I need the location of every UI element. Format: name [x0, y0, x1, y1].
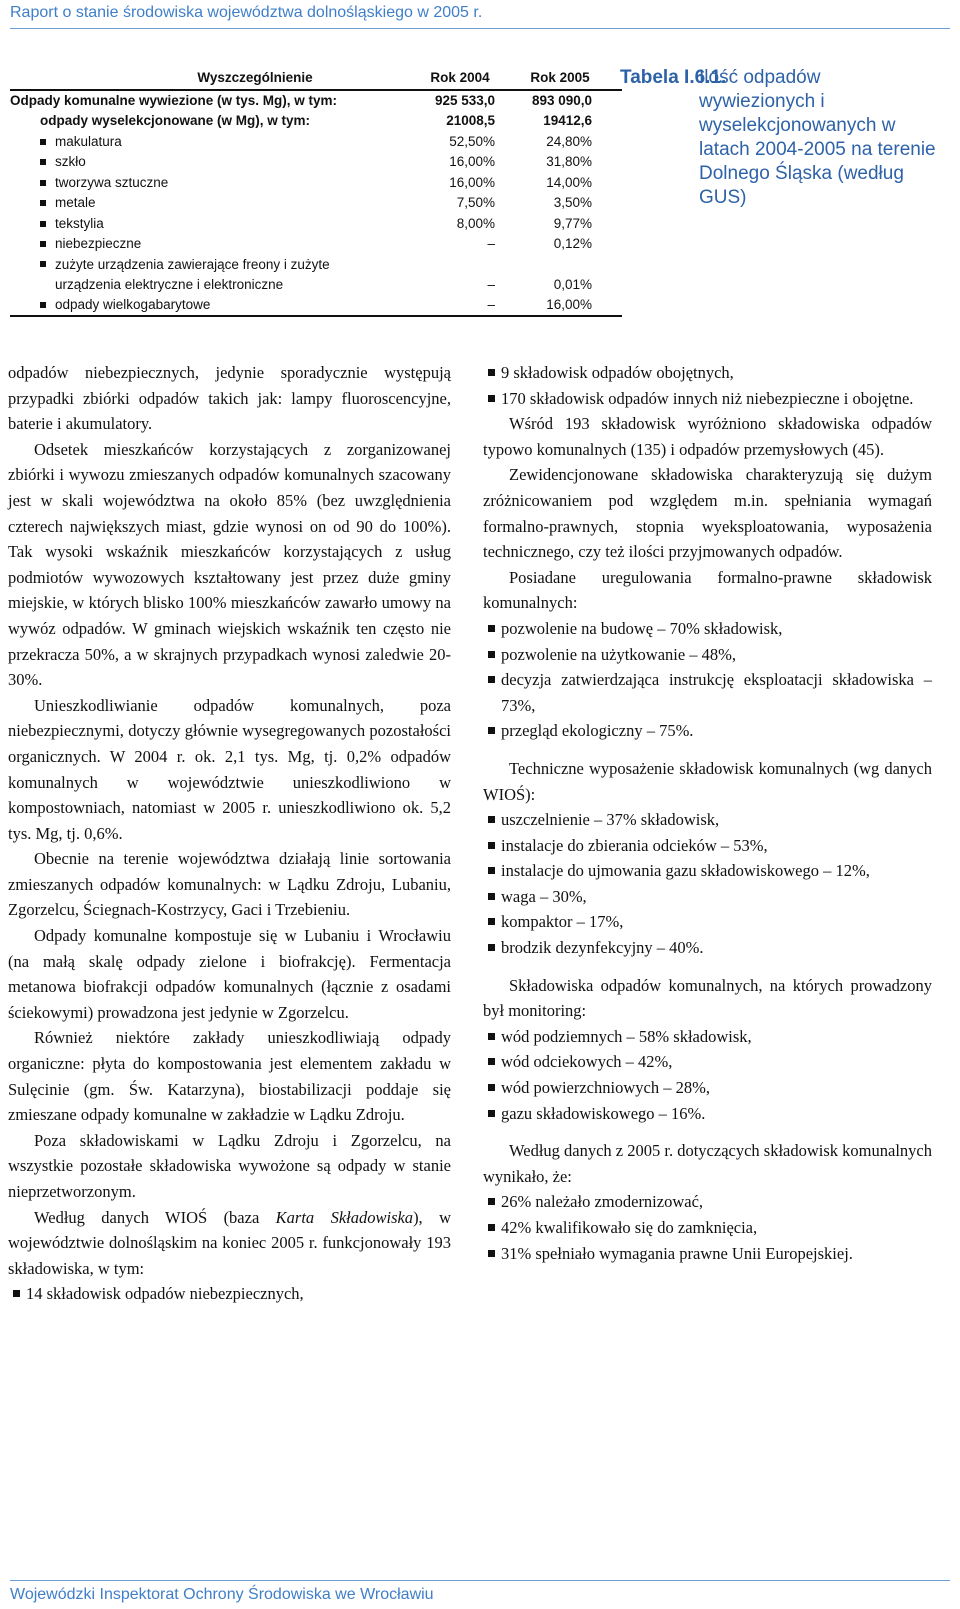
- table-caption: [620, 66, 940, 210]
- row-label: zużyte urządzenia zawierające freony i zużyte urządzenia elektryczne i elektroniczne: [55, 256, 330, 292]
- list-item: [483, 1049, 932, 1075]
- paragraph: odpadów niebezpiecznych, jedynie sporadycznie występują przypadki zbiórki odpadów takich jak: lampy fluoroscencyjne, baterie i akumulatory.: [8, 363, 451, 434]
- list-item: [8, 1281, 451, 1307]
- equipment-list: [483, 807, 932, 961]
- list-item: [483, 833, 932, 859]
- cell-2005: 31,80%: [546, 154, 592, 169]
- list-item: [483, 360, 932, 386]
- bullet-icon: [488, 1198, 495, 1205]
- list-item: [483, 616, 932, 642]
- list-item-text: przegląd ekologiczny – 75%.: [501, 721, 694, 741]
- list-item: [483, 935, 932, 961]
- bullet-icon: [488, 727, 495, 734]
- list-item: [483, 909, 932, 935]
- bullet-icon: [488, 1033, 495, 1040]
- cell-2005: 24,80%: [546, 133, 592, 149]
- caption-number: Tabela I.6.1.: [620, 67, 727, 88]
- list-item-text: 42% kwalifikowało się do zamknięcia,: [501, 1218, 758, 1237]
- paragraph: Posiadane uregulowania formalno-prawne składowisk komunalnych:: [483, 567, 932, 613]
- row-label: odpady wyselekcjonowane (w Mg), w tym:: [40, 113, 311, 128]
- text-run: Według danych WIOŚ (baza: [34, 1207, 276, 1227]
- list-item-text: 9 składowisk odpadów obojętnych,: [501, 363, 734, 382]
- bullet-icon: [488, 1058, 495, 1065]
- cell-2005: 9,77%: [553, 215, 592, 231]
- bullet-icon: [488, 867, 495, 874]
- list-item: [483, 1075, 932, 1101]
- list-item: [483, 642, 932, 668]
- right-column: [483, 360, 932, 1266]
- list-item: [483, 1215, 932, 1241]
- paragraph: Zewidencjonowane składowiska charakteryzują się dużym zróżnicowaniem pod względem m.in. spełniania wymagań formalno-prawnych, stopnia wyeksploatowania, wyposażenia technicznego, czy też ilości przyjmowanych odpadów.: [483, 465, 932, 562]
- bullet-icon: [488, 893, 495, 900]
- bullet-icon: [488, 1110, 495, 1117]
- table-row: [10, 214, 622, 235]
- bullet-icon: [488, 676, 495, 683]
- waste-table: [10, 68, 622, 317]
- paragraph: Odpady komunalne kompostuje się w Lubaniu i Wrocławiu (na małą skalę odpady zielone i biofrakcję). Fermentacja metanowa biofrakcji odpadów komunalnych (łącznie z osadami ściekowymi) prowadzona jest jedynie w Zgorzelcu.: [8, 926, 451, 1022]
- list-item-text: waga – 30%,: [501, 886, 587, 906]
- list-item-text: wód odciekowych – 42%,: [501, 1052, 673, 1072]
- list-item-text: wód powierzchniowych – 28%,: [501, 1078, 710, 1098]
- bullet-icon: [40, 180, 46, 186]
- table-row: [10, 173, 622, 194]
- cell-2005: 0,01%: [553, 276, 592, 292]
- list-item-text: gazu składowiskowego – 16%.: [501, 1103, 706, 1123]
- paragraph: Według danych z 2005 r. dotyczących składowisk komunalnych wynikało, że:: [483, 1141, 932, 1186]
- left-column: [8, 360, 451, 1307]
- caption-text: Ilość odpadów wywiezionych i wyselekcjonowanych w latach 2004-2005 na terenie Dolnego Śląska (według GUS): [699, 67, 936, 208]
- row-label: makulatura: [55, 133, 122, 149]
- paragraph: Poza składowiskami w Lądku Zdroju i Zgorzelcu, na wszystkie pozostałe składowiska wywożone są odpady w stanie nieprzetworzonym.: [8, 1130, 451, 1201]
- list-item-text: pozwolenie na budowę – 70% składowisk,: [501, 618, 783, 638]
- cell-2005: 16,00%: [546, 296, 592, 312]
- list-item-text: 26% należało zmodernizować,: [501, 1192, 704, 1212]
- table-row: [10, 132, 622, 153]
- cell-2004: –: [487, 276, 495, 292]
- cell-2005: 19412,6: [543, 113, 592, 128]
- cell-2005: 14,00%: [546, 174, 592, 190]
- list-item: [483, 858, 932, 884]
- row-label: odpady wielkogabarytowe: [55, 296, 211, 312]
- header-cell-2004: Rok 2004: [430, 70, 490, 85]
- cell-2004: 52,50%: [449, 133, 495, 149]
- paragraph: Również niektóre zakłady unieszkodliwiają odpady organiczne: płyta do kompostowania jest elementem zakładu w Sulęcinie (gm. Św. Katarzyna), biostabilizacji poddaje się zmieszane odpady komunalne w zakładzie w Lądku Zdroju.: [8, 1028, 451, 1125]
- list-item-text: 170 składowisk odpadów innych niż niebezpieczne i obojętne.: [501, 388, 914, 408]
- bullet-icon: [488, 816, 495, 823]
- list-item: [483, 1101, 932, 1127]
- list-item: [483, 1241, 932, 1267]
- row-label: Odpady komunalne wywiezione (w tys. Mg), w tym:: [10, 92, 338, 108]
- cell-2004: 925 533,0: [434, 92, 495, 108]
- cell-2004: 8,00%: [456, 215, 495, 231]
- table-row: [10, 255, 622, 295]
- list-item: [483, 386, 932, 412]
- bullet-icon: [488, 625, 495, 632]
- table-row: [10, 111, 622, 132]
- bullet-icon: [40, 221, 46, 227]
- list-item: [483, 884, 932, 910]
- cell-2005: 893 090,0: [531, 92, 592, 108]
- list-item-text: instalacje do ujmowania gazu składowiskowego – 12%,: [501, 861, 870, 881]
- cell-2005: 3,50%: [553, 195, 592, 210]
- monitoring-list: [483, 1024, 932, 1126]
- bullet-icon: [488, 944, 495, 951]
- row-label: szkło: [55, 154, 86, 169]
- bullet-icon: [488, 842, 495, 849]
- bullet-icon: [40, 302, 46, 308]
- bullet-icon: [488, 918, 495, 925]
- list-item-text: instalacje do zbierania odcieków – 53%,: [501, 835, 768, 855]
- row-label: tworzywa sztuczne: [55, 174, 169, 190]
- header-cell-2005: Rok 2005: [530, 70, 590, 85]
- paragraph: [8, 1205, 451, 1282]
- bullet-icon: [488, 1084, 495, 1091]
- row-label: tekstylia: [55, 215, 104, 231]
- landfill-list-cont: [483, 360, 932, 411]
- landfill-list: [8, 1281, 451, 1307]
- bullet-icon: [488, 395, 495, 402]
- cell-2004: 7,50%: [456, 195, 495, 210]
- list-item: [483, 807, 932, 833]
- formal-list: [483, 616, 932, 744]
- list-item-text: 14 składowisk odpadów niebezpiecznych,: [26, 1284, 304, 1304]
- bullet-icon: [488, 1224, 495, 1231]
- bullet-icon: [488, 369, 495, 376]
- paragraph: Techniczne wyposażenie składowisk komunalnych (wg danych WIOŚ):: [483, 758, 932, 804]
- list-item: [483, 667, 932, 718]
- list-item-text: uszczelnienie – 37% składowisk,: [501, 810, 720, 830]
- cell-2004: –: [487, 236, 495, 251]
- table-row: [10, 91, 622, 112]
- list-item-text: pozwolenie na użytkowanie – 48%,: [501, 644, 737, 664]
- cell-2005: 0,12%: [553, 236, 592, 251]
- list-item-text: brodzik dezynfekcyjny – 40%.: [501, 938, 704, 958]
- row-label: niebezpieczne: [55, 236, 142, 251]
- list-item-text: kompaktor – 17%,: [501, 912, 624, 932]
- table-row: [10, 234, 622, 255]
- table-row: [10, 193, 622, 214]
- running-header: Raport o stanie środowiska województwa dolnośląskiego w 2005 r.: [10, 4, 483, 21]
- source-name: Karta Składowiska: [275, 1207, 414, 1227]
- status-list: [483, 1189, 932, 1266]
- cell-2004: –: [487, 296, 495, 312]
- paragraph: Odsetek mieszkańców korzystających z zorganizowanej zbiórki i wywozu zmieszanych odpadów komunalnych szacowany jest w skali województwa na około 85% (bez uwzględnienia czterech największych miast, gdzie wynosi on od 90 do 100%). Tak wysoki wskaźnik mieszkańców korzystających z usług podmiotów wywozowych kształtowany jest przez duże gminy miejskie, w których blisko 100% mieszkańców zawarło umowy na wywóz odpadów. W gminach wiejskich wskaźnik ten często nie przekracza 50%, a w skrajnych przypadkach wynosi zaledwie 20-30%.: [8, 439, 451, 690]
- bullet-icon: [40, 200, 46, 206]
- bullet-icon: [40, 241, 46, 247]
- cell-2004: 21008,5: [446, 113, 495, 128]
- list-item-text: wód podziemnych – 58% składowisk,: [501, 1026, 752, 1046]
- table-row: [10, 152, 622, 173]
- footer-rule: [10, 1580, 950, 1581]
- bullet-icon: [40, 139, 46, 145]
- bullet-icon: [488, 651, 495, 658]
- list-item-text: decyzja zatwierdzająca instrukcję eksploatacji składowiska – 73%,: [501, 670, 932, 715]
- text-run: ), w województwie dolnośląskim na koniec 2005 r. funkcjonowały 193 składowiska, w tym:: [8, 1207, 451, 1278]
- list-item: [483, 718, 932, 744]
- list-item: [483, 1189, 932, 1215]
- cell-2004: 16,00%: [449, 154, 495, 169]
- bullet-icon: [13, 1290, 20, 1297]
- paragraph: Obecnie na terenie województwa działają linie sortowania zmieszanych odpadów komunalnych: w Lądku Zdroju, Lubaniu, Zgorzelcu, Ściegnach-Kostrzycy, Gaci i Trzebieniu.: [8, 849, 451, 920]
- cell-2004: 16,00%: [449, 174, 495, 190]
- table-header-row: [10, 68, 622, 91]
- paragraph: Składowiska odpadów komunalnych, na których prowadzony był monitoring:: [483, 975, 932, 1021]
- table-row: [10, 295, 622, 316]
- header-rule: [10, 28, 950, 29]
- list-item: [483, 1024, 932, 1050]
- list-item-text: 31% spełniało wymagania prawne Unii Europejskiej.: [501, 1243, 853, 1263]
- running-footer: Wojewódzki Inspektorat Ochrony Środowiska we Wrocławiu: [10, 1586, 434, 1603]
- row-label: metale: [55, 195, 96, 210]
- bullet-icon: [40, 159, 46, 165]
- bullet-icon: [488, 1250, 495, 1257]
- paragraph: Wśród 193 składowisk wyróżniono składowiska odpadów typowo komunalnych (135) i odpadów przemysłowych (45).: [483, 414, 932, 459]
- paragraph: Unieszkodliwianie odpadów komunalnych, poza niebezpiecznymi, dotyczy głównie wysegregowanych pozostałości organicznych. W 2004 r. ok. 2,1 tys. Mg, tj. 0,2% odpadów komunalnych w województwie unieszkodliwiono w kompostowniach, natomiast w 2005 r. unieszkodliwiono ok. 5,2 tys. Mg, tj. 0,6%.: [8, 695, 451, 843]
- bullet-icon: [40, 261, 46, 267]
- header-cell-description: Wyszczególnienie: [197, 70, 313, 85]
